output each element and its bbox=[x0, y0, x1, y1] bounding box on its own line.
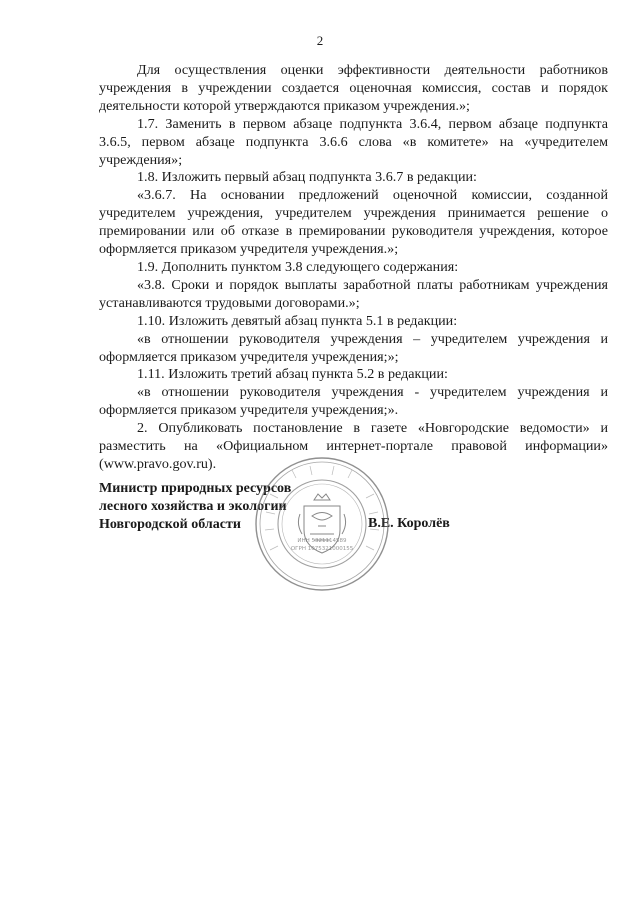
paragraph: «в отношении руководителя учреждения - учредителем учреждения и оформляется приказом учредителя учреждения;». bbox=[99, 384, 608, 419]
paragraph: «3.6.7. На основании предложений оценочной комиссии, созданной учредителем учреждения, учредителем учреждения принимается решение о премировании или об отказе в премировании руководителя учреждения, которое оформляется приказом учредителя учреждения.»; bbox=[99, 187, 608, 258]
paragraph: «в отношении руководителя учреждения – учредителем учреждения и оформляется приказом учредителя учреждения;»; bbox=[99, 330, 608, 365]
signer-title-line: Новгородской области bbox=[99, 517, 241, 532]
paragraph: 1.11. Изложить третий абзац пункта 5.2 в редакции: bbox=[137, 366, 448, 383]
seal-inn-text: ИНН 5321114589 bbox=[297, 538, 347, 544]
coat-of-arms-emblem bbox=[298, 494, 345, 553]
seal-ogrn-text: ОГРН 1075321000155 bbox=[290, 546, 354, 552]
paragraph: «3.8. Сроки и порядок выплаты заработной платы работникам учреждения устанавливаются трудовыми договорами.»; bbox=[99, 276, 608, 311]
paragraph: 1.10. Изложить девятый абзац пункта 5.1 в редакции: bbox=[137, 312, 458, 329]
page-number: 2 bbox=[316, 33, 324, 48]
signer-title-line: Министр природных ресурсов bbox=[99, 481, 292, 496]
paragraph: 1.9. Дополнить пунктом 3.8 следующего содержания: bbox=[137, 258, 459, 275]
official-seal bbox=[252, 454, 392, 594]
document-body bbox=[99, 62, 608, 474]
paragraph: 1.7. Заменить в первом абзаце подпункта 3.6.4, первом абзаце подпункта 3.6.5, первом абзаце подпункта 3.6.6 слова «в комитете» на «учредителем учреждения»; bbox=[99, 115, 608, 168]
paragraph: 1.8. Изложить первый абзац подпункта 3.6.7 в редакции: bbox=[137, 169, 477, 186]
signer-title-line: лесного хозяйства и экологии bbox=[99, 499, 287, 514]
paragraph: Для осуществления оценки эффективности деятельности работников учреждения в учреждении создается оценочная комиссия, состав и порядок деятельности которой утверждаются приказом учреждения.»; bbox=[99, 62, 608, 114]
paragraph: 2. Опубликовать постановление в газете «Новгородские ведомости» и разместить на «Официальном интернет-портале правовой информации» (www.pravo.gov.ru). bbox=[99, 420, 608, 472]
signer-name: В.Е. Королёв bbox=[368, 516, 450, 531]
